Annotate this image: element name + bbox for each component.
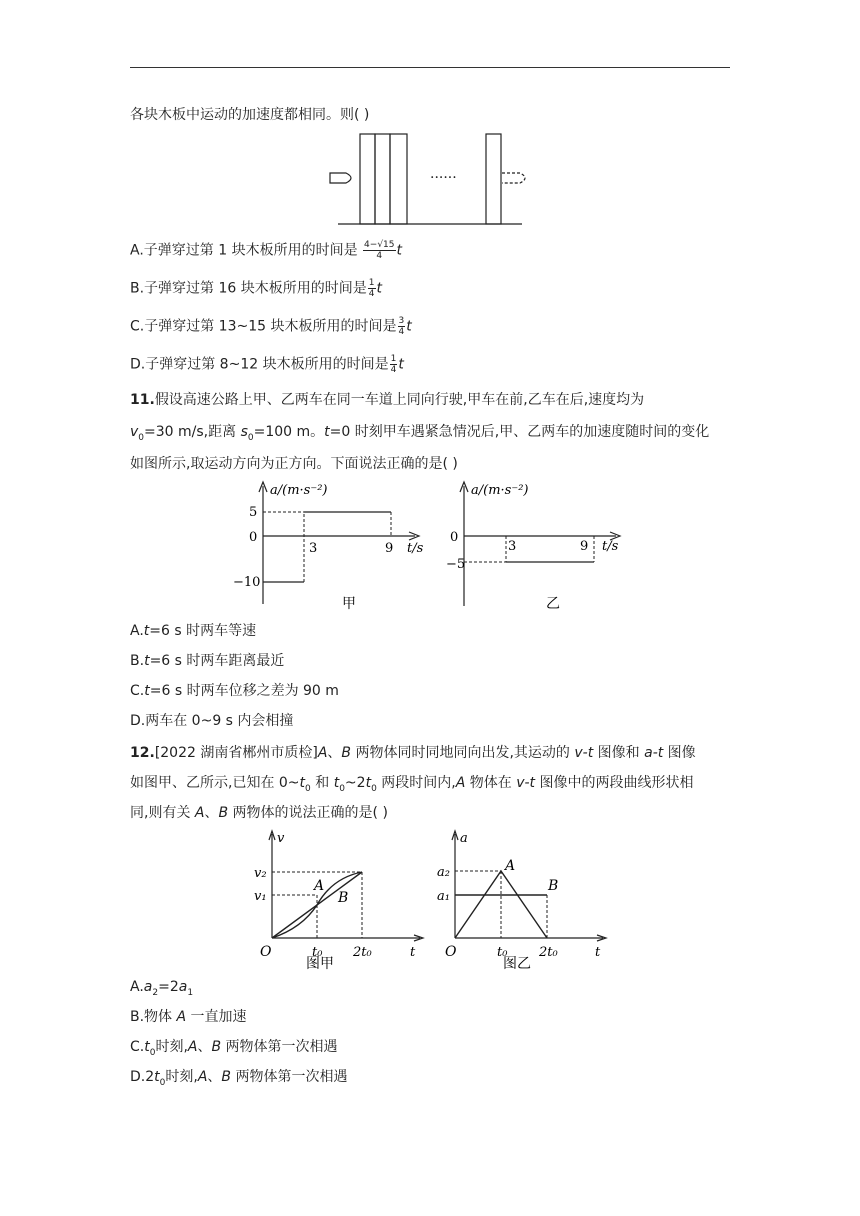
- q12-option-a: $A.a_2=2a_1$: [130, 979, 194, 998]
- svg-text:O: O: [445, 944, 457, 960]
- fraction: $\frac{1}{4}$: [368, 278, 375, 299]
- svg-text:A: A: [505, 858, 516, 874]
- svg-text:v₂: v₂: [254, 866, 267, 881]
- q11-graph-jia: [225, 478, 425, 618]
- q12-option-c: $C.t_0$时刻,A、B 两物体第一次相遇: [130, 1039, 338, 1058]
- q11-option-c: C.t=6 s 时两车位移之差为 90 m: [130, 683, 339, 699]
- bullet-icon: [330, 173, 351, 183]
- q11-option-d: D.两车在 0~9 s 内会相撞: [130, 713, 294, 729]
- header-rule: [130, 67, 730, 68]
- svg-text:B: B: [548, 878, 559, 894]
- svg-text:O: O: [260, 944, 272, 960]
- svg-text:0: 0: [249, 530, 258, 545]
- svg-text:乙: 乙: [546, 596, 560, 612]
- svg-text:9: 9: [580, 539, 589, 554]
- q12-stem-line-1: 12.[2022 湖南省郴州市质检]A、B 两物体同时同地同向出发,其运动的 v-t 图像和 a-t 图像: [130, 745, 696, 761]
- bullet-boards-diagram: [330, 130, 530, 226]
- q12-option-d: $D.2t_0$时刻,A、B 两物体第一次相遇: [130, 1069, 348, 1088]
- svg-text:B: B: [338, 890, 349, 906]
- svg-text:v₁: v₁: [254, 889, 267, 904]
- svg-text:a₁: a₁: [437, 889, 450, 904]
- svg-text:a₂: a₂: [437, 865, 450, 880]
- svg-text:t: t: [410, 945, 416, 960]
- fraction: $\frac{1}{4}$: [390, 354, 397, 375]
- q11-option-b: B.t=6 s 时两车距离最近: [130, 653, 285, 669]
- q12-stem-line-3: 同,则有关 A、B 两物体的说法正确的是( ): [130, 805, 388, 821]
- svg-text:图甲: 图甲: [306, 956, 334, 972]
- svg-text:a/(m·s⁻²): a/(m·s⁻²): [270, 483, 328, 498]
- svg-text:a/(m·s⁻²): a/(m·s⁻²): [471, 483, 529, 498]
- svg-text:5: 5: [249, 505, 258, 520]
- svg-text:−10: −10: [233, 575, 261, 590]
- q11-stem-line-3: 如图所示,取运动方向为正方向。下面说法正确的是( ): [130, 456, 458, 472]
- q11-option-a: A.t=6 s 时两车等速: [130, 623, 257, 639]
- svg-text:−5: −5: [446, 557, 466, 572]
- q11-graph-yi: [440, 478, 640, 618]
- svg-text:t₀: t₀: [312, 945, 323, 960]
- svg-text:0: 0: [450, 530, 459, 545]
- bullet-outline-icon: [502, 173, 525, 183]
- svg-text:甲: 甲: [342, 596, 356, 612]
- q10-option-c: C.子弹穿过第 13~15 块木板所用的时间是 $\frac{3}{4}$ t: [130, 316, 412, 337]
- svg-text:3: 3: [309, 541, 318, 556]
- svg-text:a: a: [460, 831, 468, 846]
- q11-stem-line-2: $v_0=30$ m/s,距离 $s_0=100$ m。t=0 时刻甲车遇紧急情况后,甲、乙两车的加速度随时间的变化: [130, 424, 710, 443]
- svg-text:v: v: [277, 831, 285, 846]
- q12-graph-vt: [252, 828, 427, 973]
- svg-text:2t₀: 2t₀: [539, 945, 558, 960]
- svg-text:图乙: 图乙: [503, 956, 531, 972]
- svg-text:3: 3: [508, 539, 517, 554]
- svg-text:9: 9: [385, 541, 394, 556]
- q12-graph-at: [435, 828, 610, 973]
- q10-option-d: D.子弹穿过第 8~12 块木板所用的时间是 $\frac{1}{4}$ t: [130, 354, 404, 375]
- svg-text:t/s: t/s: [407, 541, 424, 556]
- fraction: $\frac{4-√15}{4}$: [364, 240, 395, 261]
- svg-text:t₀: t₀: [497, 945, 508, 960]
- fraction: $\frac{3}{4}$: [398, 316, 405, 337]
- q12-option-b: B.物体 A 一直加速: [130, 1009, 247, 1025]
- svg-text:t/s: t/s: [602, 539, 619, 554]
- svg-text:A: A: [314, 878, 325, 894]
- question-10-tail-text: 各块木板中运动的加速度都相同。则( ): [130, 107, 370, 123]
- q10-option-b: B.子弹穿过第 16 块木板所用的时间是 $\frac{1}{4}$ t: [130, 278, 383, 299]
- q10-option-a: A.子弹穿过第 1 块木板所用的时间是 $\frac{4-√15}{4}$ t: [130, 240, 403, 261]
- svg-text:2t₀: 2t₀: [353, 945, 372, 960]
- svg-text:t: t: [595, 945, 601, 960]
- q12-stem-line-2: 如图甲、乙所示,已知在 $0\sim t_0$ 和 $t_0\sim 2t_0$ 两段时间内,A 物体在 v-t 图像中的两段曲线形状相: [130, 775, 694, 794]
- q11-stem-line-1: 11.假设高速公路上甲、乙两车在同一车道上同向行驶,甲车在前,乙车在后,速度均为: [130, 392, 645, 408]
- ellipsis: ······: [430, 170, 457, 186]
